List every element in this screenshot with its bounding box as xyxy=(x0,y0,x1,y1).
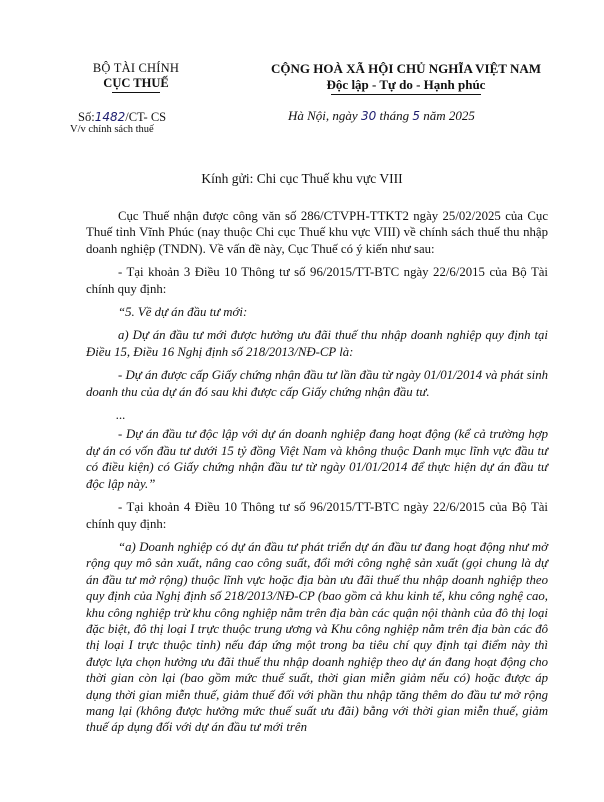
year-text: năm 2025 xyxy=(423,108,475,123)
motto-underline xyxy=(331,94,481,95)
ellipsis-line: ... xyxy=(116,408,126,423)
issuer-block xyxy=(56,61,216,93)
issuer-underline xyxy=(112,92,160,93)
recipient-line: Kính gửi: Chi cục Thuế khu vực VIII xyxy=(201,171,403,186)
quoted-paragraph: “a) Doanh nghiệp có dự án đầu tư phát triển dự án đầu tư đang hoạt động như mở rộng quy mô sản xuất, nâng cao công suất, đổi mới công nghệ sản xuất (gọi chung là dự án đầu tư mở rộng) thuộc lĩnh vực hoặc địa bàn ưu đãi thuế thu nhập doanh nghiệp theo quy định của Nghị định số 218/2013/NĐ-CP (bao gồm cả khu kinh tế, khu công nghệ cao, khu công nghiệp trừ khu công nghiệp nằm trên địa bàn các quận nội thành của đô thị loại đặc biệt, đô thị loại I trực thuộc trung ương và Khu công nghiệp nằm trên địa bàn các đô thị loại I trực thuộc tỉnh) nếu đáp ứng một trong ba tiêu chí quy định tại điểm này thì được lựa chọn hưởng ưu đãi thuế thu nhập doanh nghiệp theo dự án đang hoạt động cho thời gian còn lại (bao gồm mức thuế suất, thời gian miễn giảm nếu có) hoặc được áp dụng thời gian miễn thuế, giảm thuế đối với phần thu nhập tăng thêm do đầu tư mở rộng mang lại (không được hưởng mức thuế suất ưu đãi) bằng với thời gian miễn thuế, giảm thuế áp dụng đối với dự án đầu tư mới trên xyxy=(86,539,548,735)
document-subject: V/v chính sách thuế xyxy=(70,124,154,135)
doc-number-prefix: Số: xyxy=(78,110,95,124)
body-paragraph: - Tại khoản 3 Điều 10 Thông tư số 96/2015/TT-BTC ngày 22/6/2015 của Bộ Tài chính quy định: xyxy=(86,265,548,296)
body-paragraph: Cục Thuế nhận được công văn số 286/CTVPH-TTKT2 ngày 25/02/2025 của Cục Thuế tỉnh Vĩnh Phúc (nay thuộc Chi cục Thuế khu vực VIII) về chính sách thuế thu nhập doanh nghiệp (TNDN). Về vấn đề này, Cục Thuế có ý kiến như sau: xyxy=(86,209,548,256)
nation-name: CỘNG HOÀ XÃ HỘI CHỦ NGHĨA VIỆT NAM xyxy=(270,61,542,76)
quoted-paragraph: a) Dự án đầu tư mới được hưởng ưu đãi thuế thu nhập doanh nghiệp quy định tại Điều 15, Điều 16 Nghị định số 218/2013/NĐ-CP là: xyxy=(86,328,548,359)
month-label: tháng xyxy=(379,108,410,123)
document-number xyxy=(78,110,166,124)
doc-number-suffix: /CT- CS xyxy=(125,110,167,124)
day-handwritten: 30 xyxy=(360,109,377,123)
quoted-paragraph: “5. Về dự án đầu tư mới: xyxy=(118,305,248,320)
document-body xyxy=(86,208,548,743)
place-date xyxy=(288,108,475,124)
doc-number-handwritten: 1482 xyxy=(94,110,126,124)
national-heading xyxy=(226,61,586,95)
quoted-paragraph: - Dự án được cấp Giấy chứng nhận đầu tư lần đầu từ ngày 01/01/2014 và phát sinh doanh thu của dự án đó sau khi được cấp Giấy chứng nhận đầu tư. xyxy=(86,368,548,399)
department-name: CỤC THUẾ xyxy=(103,76,169,90)
national-motto: Độc lập - Tự do - Hạnh phúc xyxy=(326,77,486,92)
place-date-prefix: Hà Nội, ngày xyxy=(288,108,358,123)
ministry-name: BỘ TÀI CHÍNH xyxy=(92,61,180,75)
body-paragraph: - Tại khoản 4 Điều 10 Thông tư số 96/2015/TT-BTC ngày 22/6/2015 của Bộ Tài chính quy định: xyxy=(86,500,548,531)
quoted-paragraph: - Dự án đầu tư độc lập với dự án doanh nghiệp đang hoạt động (kể cả trường hợp dự án có vốn đầu tư dưới 15 tỷ đồng Việt Nam và không thuộc Danh mục lĩnh vực đầu tư có điều kiện) có Giấy chứng nhận đầu tư từ ngày 01/01/2014 để thực hiện dự án đầu tư độc lập này.” xyxy=(86,427,548,491)
month-handwritten: 5 xyxy=(412,109,420,123)
